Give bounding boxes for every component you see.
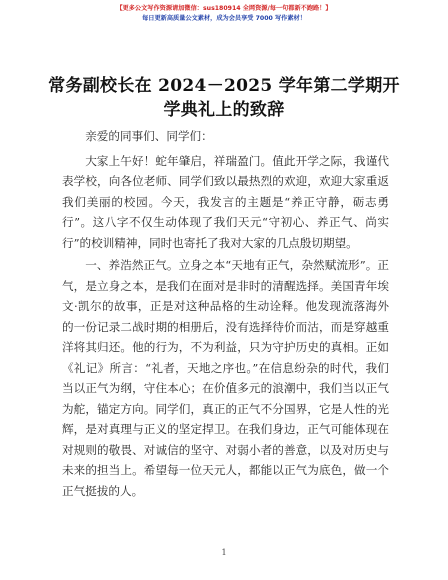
paragraph-1: 大家上午好！蛇年肇启，祥瑞盈门。值此开学之际，我谨代表学校，向各位老师、同学们致以最热烈的欢迎，欢迎大家重返我们美丽的校园。今天，我发言的主题是“养正守静，砺志勇行”。这八字不仅生动体现了我们天元“守初心、养正气、尚实行”的校训精神，同时也寄托了我对大家的几点殷切期望。 — [62, 153, 389, 250]
page-number: 1 — [221, 548, 227, 557]
promo-banner-line-1: 【更多公文写作资源请加微信：sus180914 全网资源/每一句都新不跑路！】 — [116, 5, 332, 12]
paragraph-2: 一、养浩然正气。立身之本“天地有正气，杂然赋流形”。正气，是立身之本，是我们在面对是非时的清醒选择。美国青年埃文·凯尔的故事，正是对这种品格的生动诠释。他发现流落海外的一份记录二战时期的相册后，没有选择待价而沽，而是穿越重洋将其归还。他的行为，不为利益，只为守护历史的真相。正如《礼记》所言：“礼者，天地之序也。”在信息纷杂的时代，我们当以正气为纲，守住本心；在价值多元的浪潮中，我们当以正气为舵，锚定方向。同学们，真正的正气不分国界，它是人性的光辉，是对真理与正义的坚定捍卫。在我们身边，正气可能体现在对规则的敬畏、对诚信的坚守、对弱小者的善意，以及对历史与未来的担当上。希望每一位天元人，都能以正气为底色，做一个正气挺拔的人。 — [62, 258, 389, 498]
document-title: 常务副校长在 2024－2025 学年第二学期开学典礼上的致辞 — [48, 76, 400, 120]
greeting: 亲爱的同事们、同学们： — [85, 129, 213, 143]
promo-banner-line-2: 每日更新高质量公文素材，成为会员享受 7000 写作素材！ — [142, 15, 306, 22]
document-body — [62, 126, 389, 503]
promo-banner — [0, 4, 448, 24]
